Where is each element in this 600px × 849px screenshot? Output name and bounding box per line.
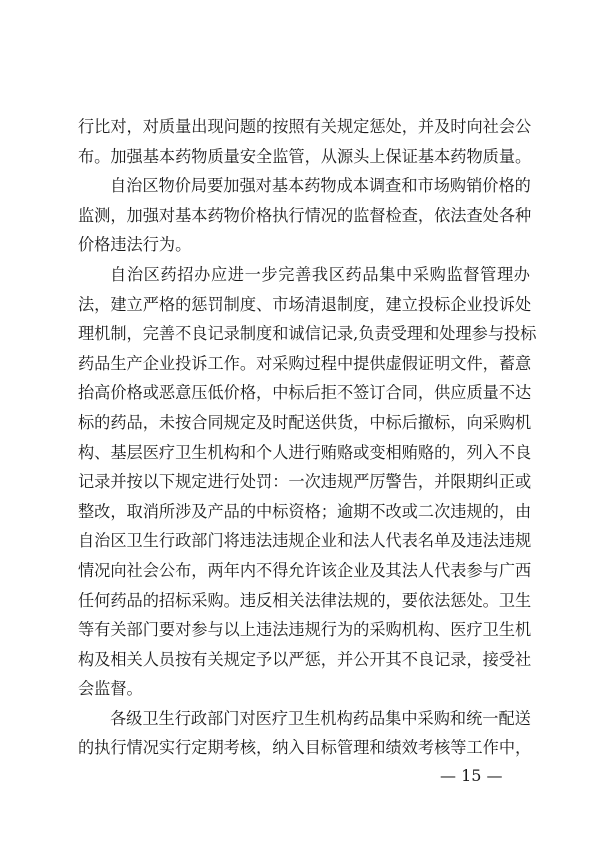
text-line: 自治区药招办应进一步完善我区药品集中采购监督管理办 [110, 264, 530, 284]
text-line: 监测，加强对基本药物价格执行情况的监督检查，依法查处各种 [78, 205, 532, 225]
text-line: 整改，取消所涉及产品的中标资格；逾期不改或二次违规的，由 [78, 501, 532, 521]
text-line: 情况向社会公布，两年内不得允许该企业及其法人代表参与广西 [78, 560, 532, 580]
text-line: 会监督。 [78, 679, 143, 699]
text-line: 抬高价格或恶意压低价格，中标后拒不签订合同，供应质量不达 [78, 383, 532, 403]
text-line: 记录并按以下规定进行处罚：一次违规严厉警告，并限期纠正或 [78, 472, 532, 492]
text-line: 布。加强基本药物质量安全监管，从源头上保证基本药物质量。 [78, 146, 532, 166]
text-line: 构、基层医疗卫生机构和个人进行贿赂或变相贿赂的，列入不良 [78, 442, 532, 462]
text-line: 行比对，对质量出现问题的按照有关规定惩处，并及时向社会公 [78, 117, 532, 136]
document-body [78, 112, 537, 763]
text-line: 自治区卫生行政部门将违法违规企业和法人代表名单及违法违规 [78, 531, 532, 551]
text-line: 的执行情况实行定期考核，纳入目标管理和绩效考核等工作中， [78, 738, 532, 758]
text-line: 价格违法行为。 [78, 235, 192, 255]
text-line: 等有关部门要对参与以上违法违规行为的采购机构、医疗卫生机 [78, 620, 532, 640]
text-line: 标的药品，未按合同规定及时配送供货，中标后撤标，向采购机 [78, 412, 532, 432]
page-number: — 15 — [440, 766, 503, 785]
text-line: 任何药品的招标采购。违反相关法律法规的，要依法惩处。卫生 [78, 590, 532, 610]
text-line: 各级卫生行政部门对医疗卫生机构药品集中采购和统一配送 [110, 708, 531, 728]
text-line: 构及相关人员按有关规定予以严惩，并公开其不良记录，接受社 [78, 649, 532, 669]
text-line: 理机制，完善不良记录制度和诚信记录,负责受理和处理参与投标 [78, 324, 537, 344]
text-line: 自治区物价局要加强对基本药物成本调查和市场购销价格的 [110, 176, 531, 196]
text-line: 药品生产企业投诉工作。对采购过程中提供虚假证明文件，蓄意 [78, 353, 532, 373]
text-line: 法，建立严格的惩罚制度、市场清退制度，建立投标企业投诉处 [78, 294, 532, 314]
